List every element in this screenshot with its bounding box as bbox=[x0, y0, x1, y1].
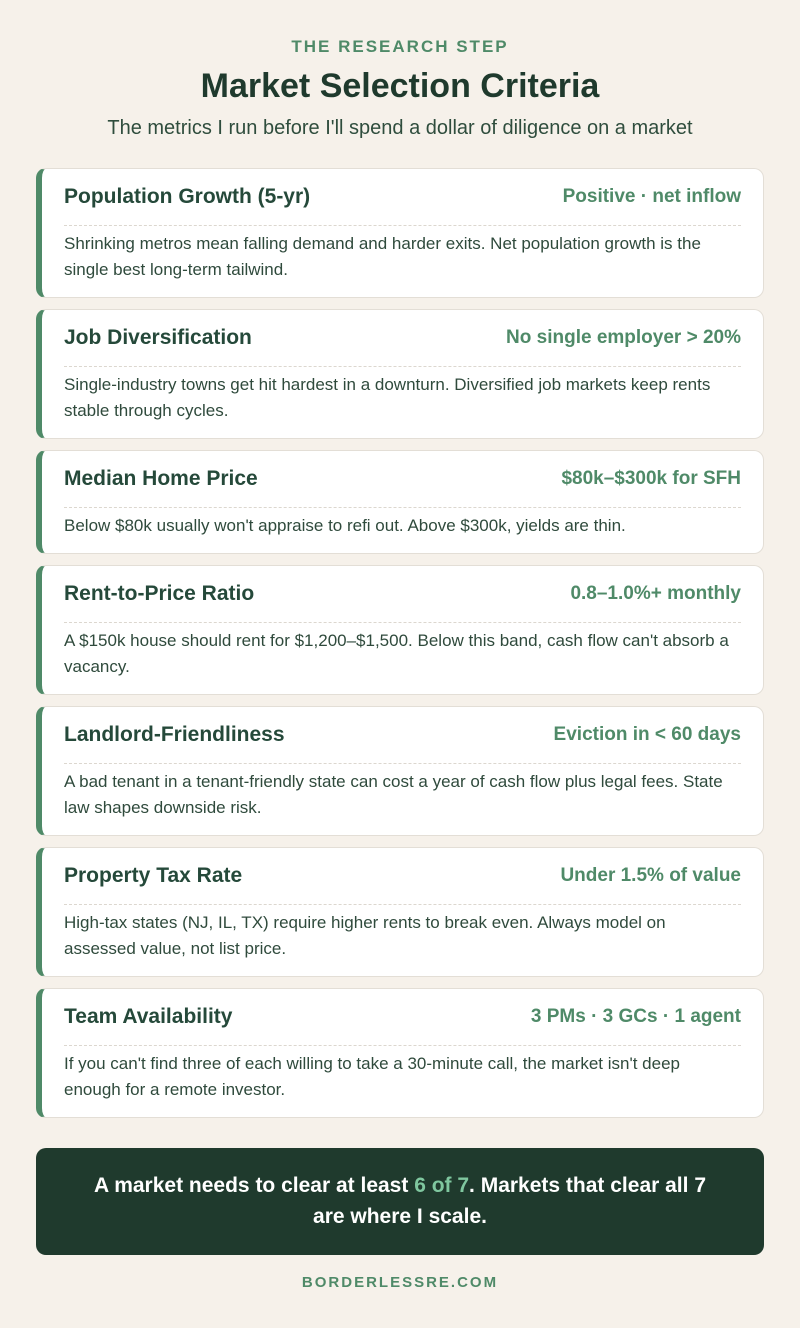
page-title: Market Selection Criteria bbox=[200, 67, 600, 105]
criterion-header bbox=[64, 566, 741, 623]
header bbox=[0, 0, 800, 142]
criterion-description: If you can't find three of each willing to take a 30-minute call, the market isn't deep enough for a remote investor. bbox=[64, 1054, 680, 1099]
summary-text-before: A market needs to clear at least bbox=[93, 1174, 415, 1197]
criterion-name: Landlord-Friendliness bbox=[64, 723, 285, 746]
criterion-header bbox=[64, 169, 741, 226]
summary-callout bbox=[36, 1148, 764, 1255]
criterion-card-job-diversification bbox=[36, 309, 764, 439]
site-url: BORDERLESSRE.COM bbox=[301, 1274, 499, 1291]
criterion-header bbox=[64, 310, 741, 367]
criterion-target: No single employer > 20% bbox=[506, 327, 741, 348]
criterion-description: A $150k house should rent for $1,200–$1,500. Below this band, cash flow can't absorb a vacancy. bbox=[64, 631, 729, 676]
criterion-header bbox=[64, 707, 741, 764]
criteria-list bbox=[36, 168, 764, 1129]
criterion-card-team-availability bbox=[36, 988, 764, 1118]
eyebrow-label: THE RESEARCH STEP bbox=[291, 37, 509, 56]
criterion-card-population-growth bbox=[36, 168, 764, 298]
criterion-name: Population Growth (5-yr) bbox=[64, 185, 311, 208]
criterion-target: Eviction in < 60 days bbox=[553, 724, 741, 745]
criterion-header bbox=[64, 848, 741, 905]
criterion-target: Under 1.5% of value bbox=[560, 865, 741, 886]
criterion-description: Single-industry towns get hit hardest in a downturn. Diversified job markets keep rents stable through cycles. bbox=[64, 375, 711, 420]
criterion-name: Team Availability bbox=[64, 1005, 233, 1028]
criterion-name: Rent-to-Price Ratio bbox=[64, 582, 255, 605]
criterion-description: A bad tenant in a tenant-friendly state can cost a year of cash flow plus legal fees. State law shapes downside risk. bbox=[64, 772, 723, 817]
criterion-card-property-tax bbox=[36, 847, 764, 977]
criterion-target: 3 PMs · 3 GCs · 1 agent bbox=[530, 1006, 741, 1027]
criterion-header bbox=[64, 989, 741, 1046]
criterion-card-median-home-price bbox=[36, 450, 764, 554]
criterion-target: 0.8–1.0%+ monthly bbox=[570, 583, 741, 604]
criterion-name: Job Diversification bbox=[64, 326, 252, 349]
criterion-target: $80k–$300k for SFH bbox=[561, 468, 741, 489]
summary-highlight: 6 of 7 bbox=[414, 1174, 470, 1197]
criterion-name: Median Home Price bbox=[64, 467, 258, 490]
criterion-name: Property Tax Rate bbox=[64, 864, 243, 887]
criterion-card-rent-to-price bbox=[36, 565, 764, 695]
criterion-description: Below $80k usually won't appraise to refi out. Above $300k, yields are thin. bbox=[64, 516, 626, 535]
page-subtitle: The metrics I run before I'll spend a dollar of diligence on a market bbox=[107, 117, 693, 139]
criterion-header bbox=[64, 451, 741, 508]
criterion-target: Positive · net inflow bbox=[562, 186, 741, 207]
criterion-card-landlord-friendliness bbox=[36, 706, 764, 836]
criterion-description: High-tax states (NJ, IL, TX) require higher rents to break even. Always model on assessed value, not list price. bbox=[64, 913, 666, 958]
summary-text-after: . Markets that clear all 7 are where I scale. bbox=[313, 1174, 706, 1228]
criterion-description: Shrinking metros mean falling demand and harder exits. Net population growth is the single best long-term tailwind. bbox=[64, 234, 701, 279]
